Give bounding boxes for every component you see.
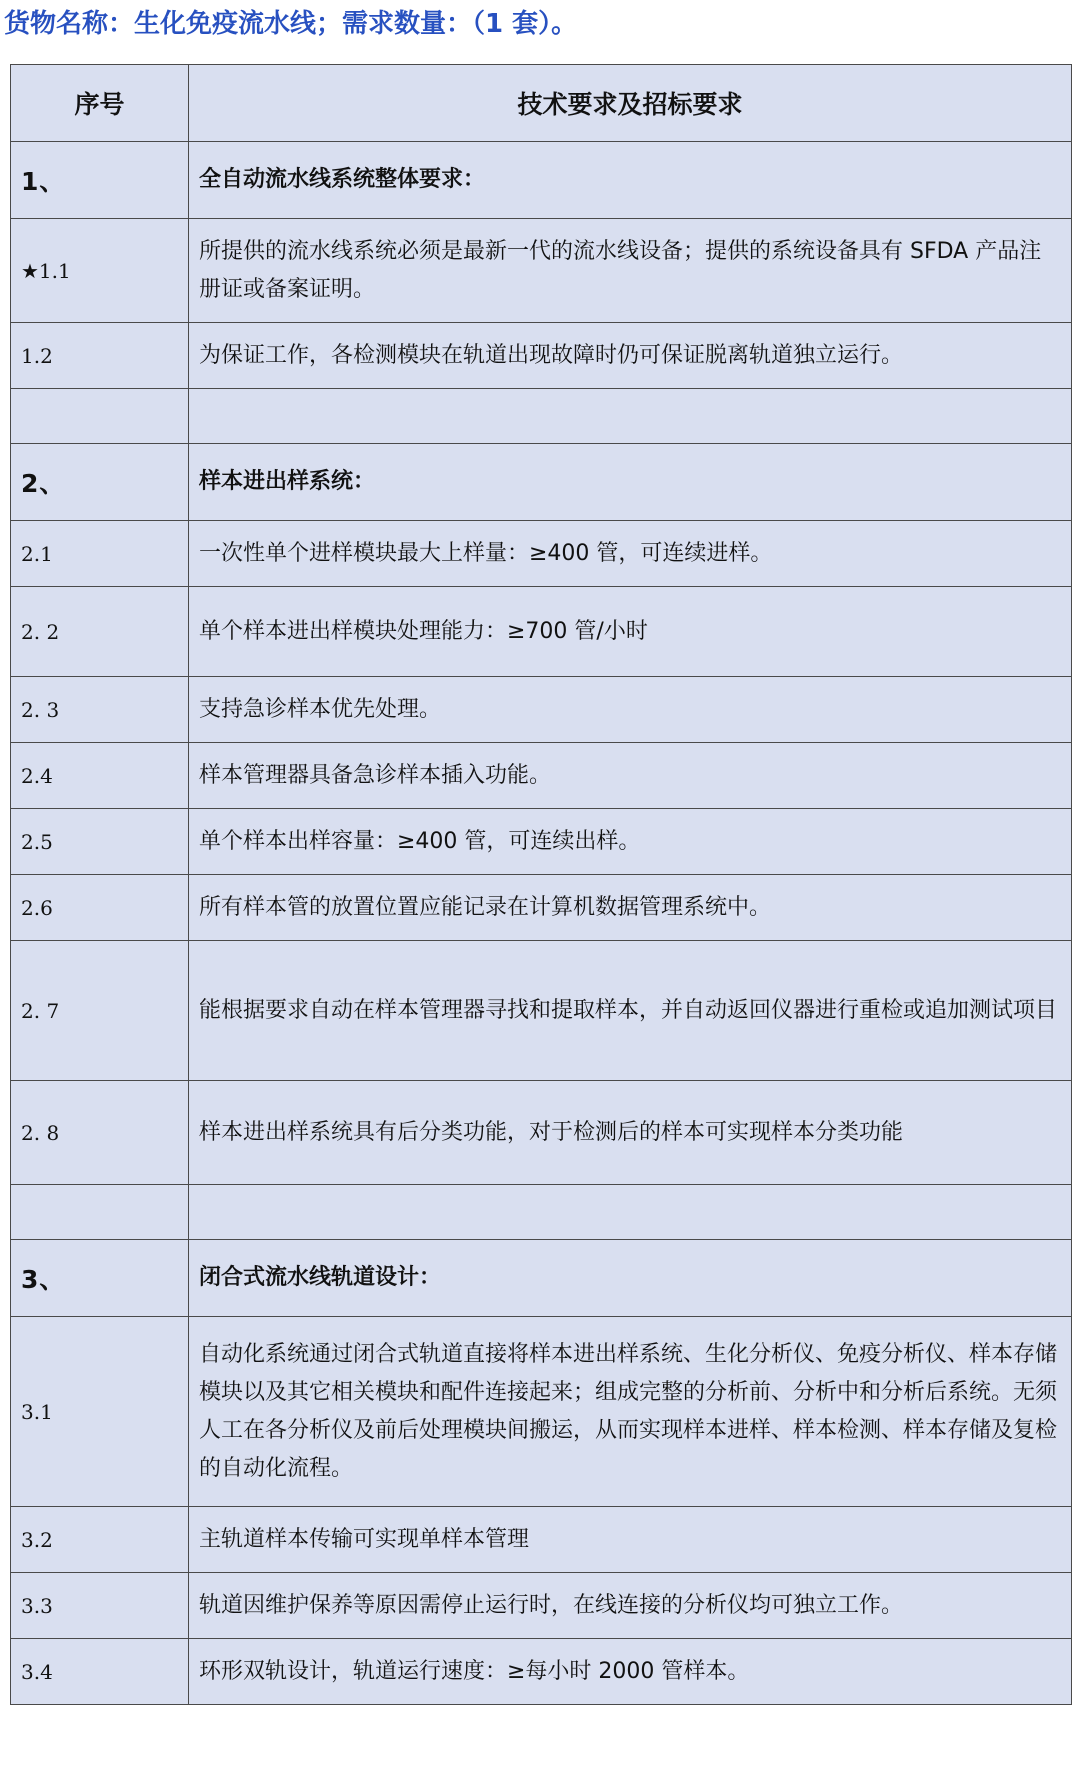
row-number-cell: 2. 3	[11, 677, 189, 743]
spacer-row	[11, 1185, 1072, 1240]
requirement-text-cell	[189, 389, 1072, 444]
table-row	[11, 1507, 1072, 1573]
requirement-text-cell: 环形双轨设计，轨道运行速度：≥每小时 2000 管样本。	[189, 1639, 1072, 1705]
row-number-cell: 2.6	[11, 875, 189, 941]
row-number-cell: ★1.1	[11, 219, 189, 323]
requirement-text-cell: 单个样本出样容量：≥400 管，可连续出样。	[189, 809, 1072, 875]
table-header-row	[11, 65, 1072, 142]
section-row	[11, 444, 1072, 521]
requirement-text-cell: 单个样本进出样模块处理能力：≥700 管/小时	[189, 587, 1072, 677]
table-row	[11, 677, 1072, 743]
row-number-cell: 3、	[11, 1240, 189, 1317]
row-number-cell: 2、	[11, 444, 189, 521]
table-row	[11, 219, 1072, 323]
table-row	[11, 587, 1072, 677]
table-row	[11, 1317, 1072, 1507]
requirement-text-cell: 支持急诊样本优先处理。	[189, 677, 1072, 743]
row-number-cell: 2. 2	[11, 587, 189, 677]
requirement-text-cell: 主轨道样本传输可实现单样本管理	[189, 1507, 1072, 1573]
table-row	[11, 521, 1072, 587]
row-number-cell: 3.4	[11, 1639, 189, 1705]
requirement-text-cell: 轨道因维护保养等原因需停止运行时，在线连接的分析仪均可独立工作。	[189, 1573, 1072, 1639]
section-title-cell: 样本进出样系统：	[189, 444, 1072, 521]
table-row	[11, 875, 1072, 941]
row-number-cell: 2. 7	[11, 941, 189, 1081]
table-body	[11, 142, 1072, 1705]
table-row	[11, 809, 1072, 875]
row-number-cell: 2.1	[11, 521, 189, 587]
section-title-cell: 闭合式流水线轨道设计：	[189, 1240, 1072, 1317]
requirement-text-cell: 自动化系统通过闭合式轨道直接将样本进出样系统、生化分析仪、免疫分析仪、样本存储模块以及其它相关模块和配件连接起来；组成完整的分析前、分析中和分析后系统。无须人工在各分析仪及前后处理模块间搬运，从而实现样本进样、样本检测、样本存储及复检的自动化流程。	[189, 1317, 1072, 1507]
row-number-cell: 2.5	[11, 809, 189, 875]
table-row	[11, 1081, 1072, 1185]
row-number-cell: 3.2	[11, 1507, 189, 1573]
requirements-table	[10, 64, 1072, 1705]
table-row	[11, 941, 1072, 1081]
row-number-cell: 3.1	[11, 1317, 189, 1507]
row-number-cell: 1.2	[11, 323, 189, 389]
row-number-cell	[11, 389, 189, 444]
section-row	[11, 142, 1072, 219]
requirement-text-cell: 一次性单个进样模块最大上样量：≥400 管，可连续进样。	[189, 521, 1072, 587]
page-title: 货物名称：生化免疫流水线；需求数量：（1 套）。	[4, 9, 578, 39]
table-row	[11, 1573, 1072, 1639]
column-header-requirements: 技术要求及招标要求	[189, 65, 1072, 142]
requirement-text-cell: 样本进出样系统具有后分类功能，对于检测后的样本可实现样本分类功能	[189, 1081, 1072, 1185]
requirement-text-cell: 为保证工作，各检测模块在轨道出现故障时仍可保证脱离轨道独立运行。	[189, 323, 1072, 389]
requirement-text-cell	[189, 1185, 1072, 1240]
row-number-cell: 3.3	[11, 1573, 189, 1639]
requirement-text-cell: 样本管理器具备急诊样本插入功能。	[189, 743, 1072, 809]
requirement-text-cell: 所提供的流水线系统必须是最新一代的流水线设备；提供的系统设备具有 SFDA 产品注册证或备案证明。	[189, 219, 1072, 323]
column-header-number: 序号	[11, 65, 189, 142]
requirement-text-cell: 能根据要求自动在样本管理器寻找和提取样本，并自动返回仪器进行重检或追加测试项目	[189, 941, 1072, 1081]
spacer-row	[11, 389, 1072, 444]
row-number-cell: 2.4	[11, 743, 189, 809]
row-number-cell: 2. 8	[11, 1081, 189, 1185]
row-number-cell: 1、	[11, 142, 189, 219]
table-row	[11, 323, 1072, 389]
section-title-cell: 全自动流水线系统整体要求：	[189, 142, 1072, 219]
section-row	[11, 1240, 1072, 1317]
table-row	[11, 743, 1072, 809]
table-row	[11, 1639, 1072, 1705]
row-number-cell	[11, 1185, 189, 1240]
requirement-text-cell: 所有样本管的放置位置应能记录在计算机数据管理系统中。	[189, 875, 1072, 941]
